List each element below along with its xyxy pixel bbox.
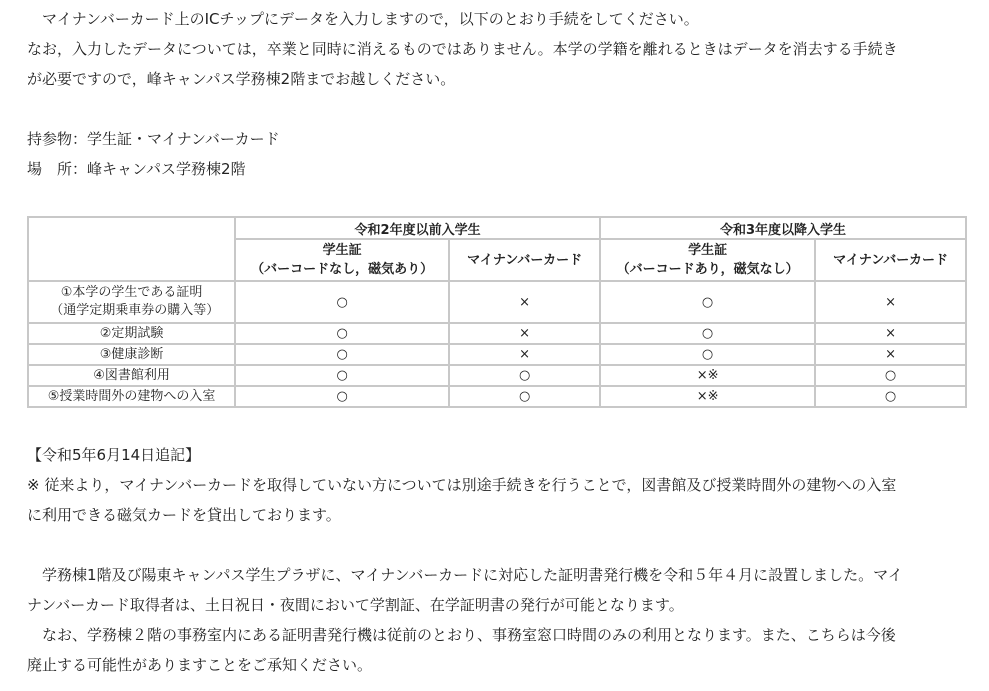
row-label: ④図書館利用 [28,365,235,386]
items-to-bring: 持参物：学生証・マイナンバーカード [27,130,280,148]
table-cell: ○ [815,365,966,386]
table-row [28,344,966,365]
subheader-student-id-old [235,239,449,281]
subheader-title: マイナンバーカード [833,252,949,268]
table-cell: ○ [449,386,600,407]
table-cell: × [815,344,966,365]
spacer [27,94,967,124]
table-cell: ○ [600,344,815,365]
subheader-title: マイナンバーカード [467,252,583,268]
table-cell: × [449,344,600,365]
table-cell: ○ [235,323,449,344]
row-label: ③健康診断 [28,344,235,365]
header-reiwa2-or-earlier: 令和2年度以前入学生 [235,217,600,239]
row-label [28,281,235,323]
notice-line4: 廃止する可能性がありますことをご承知ください。 [27,656,373,674]
table-cell: ○ [235,386,449,407]
header-reiwa3-or-later: 令和3年度以降入学生 [600,217,966,239]
table-cell: ○ [815,386,966,407]
table-cell: ×※ [600,365,815,386]
spacer [27,408,967,440]
table-cell: × [449,281,600,323]
subheader-title: 学生証 [688,243,728,258]
table-cell: ○ [600,281,815,323]
spacer [27,530,967,560]
row-label: ⑤授業時間外の建物への入室 [28,386,235,407]
row-label-line1: ①本学の学生である証明 [60,285,203,300]
row-label: ②定期試験 [28,323,235,344]
notice-line1: 学務棟1階及び陽東キャンパス学生プラザに、マイナンバーカードに対応した証明書発行機を令和５年４月に設置しました。マイ [27,566,903,584]
table-corner-cell [28,217,235,281]
addendum-heading: 【令和5年6月14日追記】 [27,446,201,464]
card-usage-table [27,216,967,408]
subheader-note: （バーコードなし，磁気あり） [251,262,434,277]
intro-paragraph-line3: が必要ですので，峰キャンパス学務棟2階までお越しください。 [27,70,456,88]
location: 場 所：峰キャンパス学務棟2階 [27,160,246,178]
row-label-line2: （通学定期乗車券の購入等） [43,303,220,318]
intro-paragraph-line1: マイナンバーカード上のICチップにデータを入力しますので，以下のとおり手続をしてください。 [27,10,699,28]
subheader-mynumber-old [449,239,600,281]
table-row [28,386,966,407]
table-row [28,365,966,386]
table-cell: ○ [235,281,449,323]
table-cell: ○ [235,344,449,365]
notice-line2: ナンバーカード取得者は、土日祝日・夜間において学割証、在学証明書の発行が可能となります。 [27,596,684,614]
page-content [27,0,967,680]
table-cell: × [449,323,600,344]
subheader-mynumber-new [815,239,966,281]
table-cell: ○ [235,365,449,386]
intro-paragraph-line2: なお，入力したデータについては，卒業と同時に消えるものではありません。本学の学籍を離れるときはデータを消去する手続き [27,40,898,58]
table-row [28,323,966,344]
spacer [27,184,967,210]
table-cell: × [815,323,966,344]
notice-line3: なお、学務棟２階の事務室内にある証明書発行機は従前のとおり、事務室窓口時間のみの利用となります。また、こちらは今後 [27,626,896,644]
subheader-title: 学生証 [322,243,362,258]
table-header-group-row [28,217,966,239]
addendum-note-line2: に利用できる磁気カードを貸出しております。 [27,506,341,524]
table-row [28,281,966,323]
table-cell: ○ [600,323,815,344]
table-cell: ×※ [600,386,815,407]
table-cell: ○ [449,365,600,386]
addendum-note-line1: ※ 従来より，マイナンバーカードを取得していない方については別途手続きを行うことで，図書館及び授業時間外の建物への入室 [27,476,897,494]
subheader-student-id-new [600,239,815,281]
subheader-note: （バーコードあり，磁気なし） [616,262,799,277]
table-cell: × [815,281,966,323]
